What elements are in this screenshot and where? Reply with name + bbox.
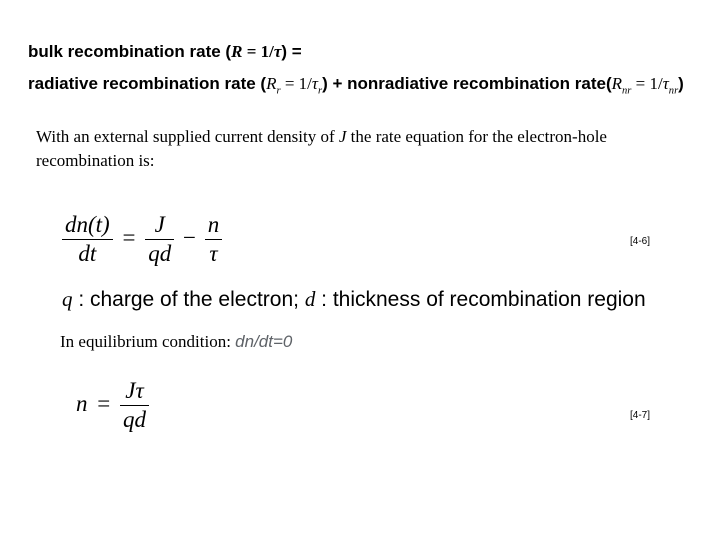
lhs-denominator: dt [78, 241, 97, 266]
eq2-fraction [120, 378, 149, 433]
radiative-lifetime-symbol: τ [311, 74, 318, 93]
nonradiative-rate-label: ) + nonradiative recombination rate( [322, 74, 612, 93]
intro-text-a: With an external supplied current density of [36, 127, 339, 146]
intro-line-1 [36, 127, 607, 147]
intro-current-density: J [338, 127, 347, 146]
equals-sign: = [122, 224, 136, 250]
intro-line-2: recombination is: [36, 151, 155, 170]
equation-ref-4-7: [4-7] [630, 410, 651, 421]
generation-term-fraction [145, 212, 174, 267]
radiative-rate-subscript: r [276, 85, 281, 97]
equilibrium-equation [76, 378, 149, 433]
generation-denominator: qd [148, 241, 172, 266]
radiative-rate-label: radiative recombination rate ( [28, 74, 267, 93]
intro-text-b: the rate equation for the electron-hole [346, 127, 607, 146]
eq2-lhs: n [76, 390, 88, 416]
minus-sign: − [182, 224, 196, 250]
eq2-equals-sign: = [97, 390, 111, 416]
eq2-denominator: qd [122, 407, 146, 432]
radiative-rate-equals: = 1/ [280, 74, 312, 93]
q-definition: : charge of the electron; [72, 288, 305, 311]
q-symbol: q [62, 287, 73, 311]
lhs-fraction [62, 212, 113, 267]
radiative-rate-symbol: R [266, 74, 277, 93]
radiative-lifetime-subscript: r [317, 85, 323, 97]
equilibrium-line [60, 332, 292, 352]
nonradiative-lifetime-subscript: nr [668, 85, 679, 97]
equilibrium-label: In equilibrium condition: [60, 332, 236, 351]
d-definition: : thickness of recombination region [315, 288, 646, 311]
recombination-term-fraction [205, 212, 223, 267]
bulk-rate-equals: = 1/ [242, 42, 274, 61]
nonradiative-rate-symbol: R [611, 74, 623, 93]
bulk-rate-tau: τ [273, 42, 282, 61]
recombination-numerator: n [205, 212, 223, 240]
rate-sum-line [28, 74, 684, 96]
symbol-definitions [62, 287, 646, 312]
generation-numerator: J [145, 212, 174, 240]
recombination-denominator: τ [209, 241, 218, 266]
rate-sum-close: ) [678, 74, 684, 93]
nonradiative-lifetime-symbol: τ [662, 74, 669, 93]
nonradiative-rate-subscript: nr [622, 85, 632, 97]
bulk-rate-symbol: R [231, 42, 243, 61]
bulk-rate-close: ) = [281, 42, 302, 61]
rate-equation [62, 212, 222, 267]
equilibrium-condition: dn/dt=0 [235, 332, 293, 351]
eq2-numerator: Jτ [120, 378, 149, 406]
d-symbol: d [304, 287, 316, 311]
lhs-numerator: dn(t) [62, 212, 113, 240]
nonradiative-rate-equals: = 1/ [631, 74, 663, 93]
equation-ref-4-6: [4-6] [630, 236, 651, 247]
bulk-rate-label: bulk recombination rate ( [28, 42, 232, 61]
bulk-rate-line [28, 42, 302, 62]
